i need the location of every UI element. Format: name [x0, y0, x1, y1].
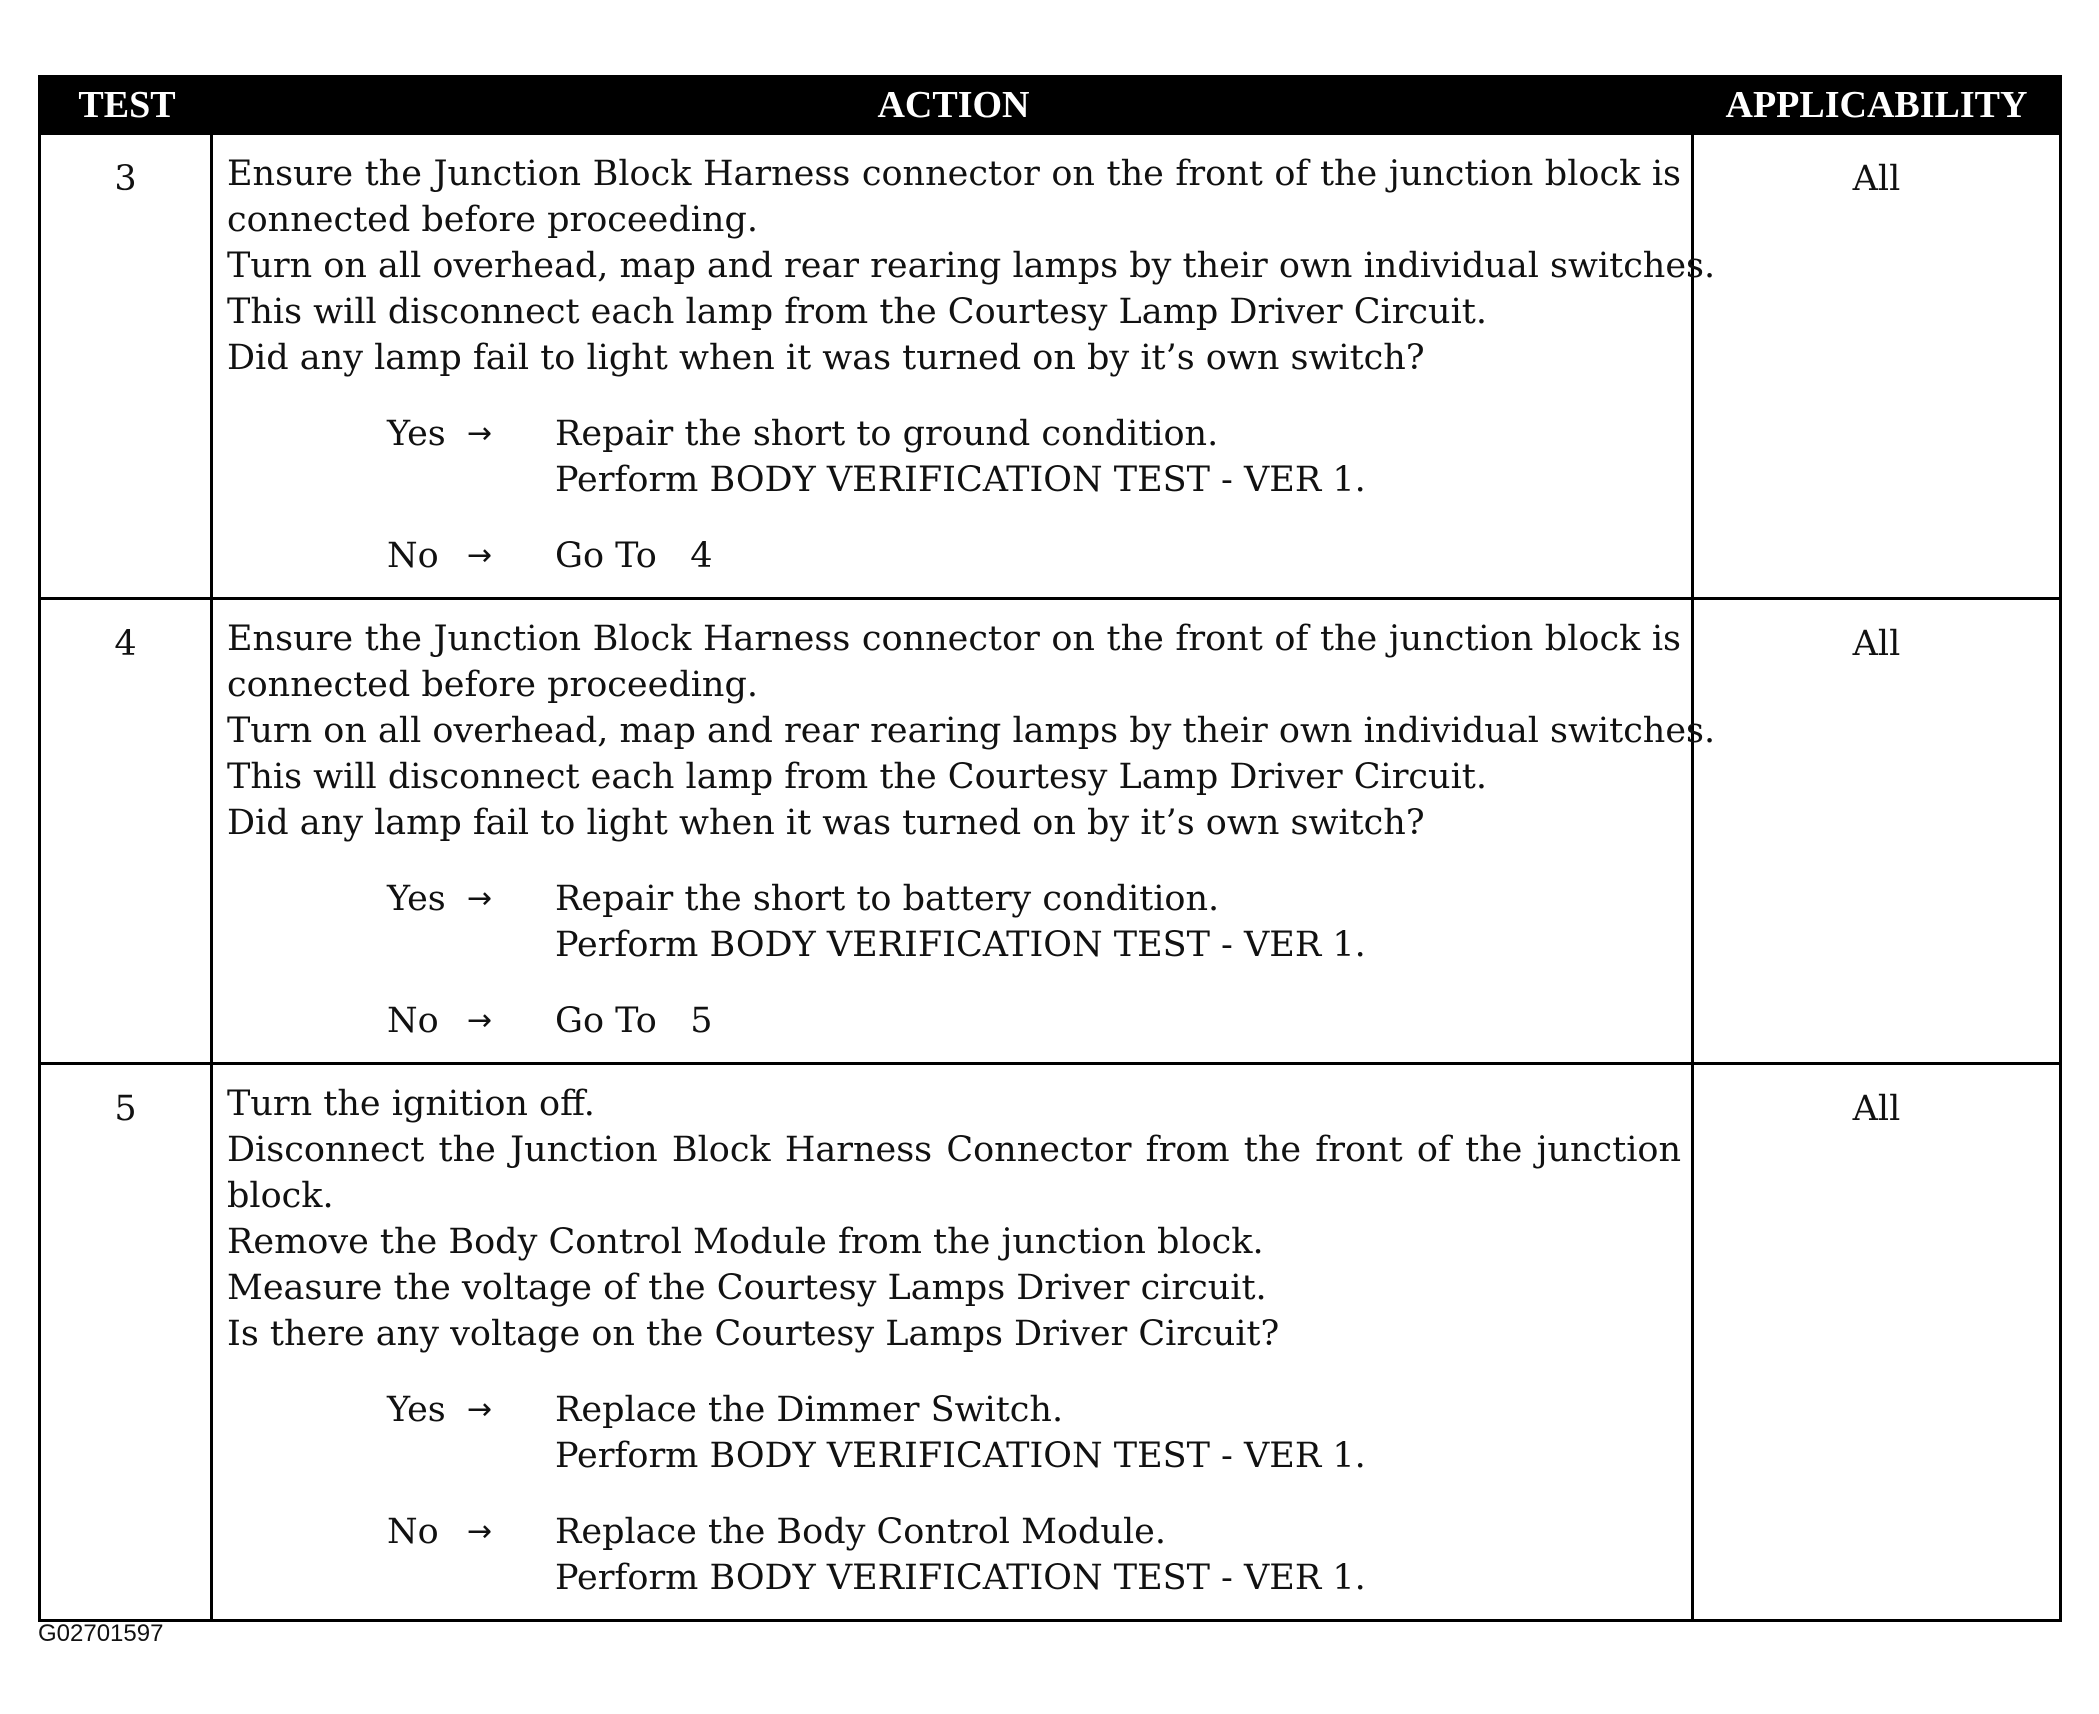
figure-id: G02701597 — [38, 1620, 164, 1647]
arrow-right-icon: → — [467, 538, 493, 573]
action-step: Ensure the Junction Block Harness connector on the front of the junction block is — [227, 154, 1681, 194]
arrow-right-icon: → — [467, 1392, 493, 1427]
action-cell — [213, 135, 1716, 597]
result-line: Replace the Dimmer Switch. — [555, 1390, 1064, 1430]
result-line: Go To 5 — [555, 1001, 713, 1041]
action-step: block. — [227, 1176, 334, 1216]
header-test: TEST — [78, 84, 176, 126]
result-line: Replace the Body Control Module. — [555, 1512, 1166, 1552]
action-step: connected before proceeding. — [227, 200, 758, 240]
action-step: Measure the voltage of the Courtesy Lamps Driver circuit. — [227, 1268, 1267, 1308]
outcome-result — [555, 876, 1681, 968]
result-line: Perform BODY VERIFICATION TEST - VER 1. — [555, 1436, 1366, 1476]
test-number: 5 — [41, 1065, 213, 1619]
answer-label: Yes — [387, 1390, 446, 1430]
outcome-yes — [387, 1387, 1681, 1479]
arrow-right-icon: → — [467, 1003, 493, 1038]
action-cell — [213, 1065, 1694, 1619]
action-step: Turn on all overhead, map and rear rearing lamps by their own individual switches. — [227, 246, 1716, 286]
table-row — [41, 1062, 2059, 1619]
result-line: Repair the short to ground condition. — [555, 414, 1219, 454]
applicability-value: All — [1852, 159, 1901, 199]
outcome-yes — [387, 411, 1681, 503]
answer-label: Yes — [387, 414, 446, 454]
answer-label: No — [387, 1512, 439, 1552]
action-step: This will disconnect each lamp from the Courtesy Lamp Driver Circuit. — [227, 292, 1487, 332]
diagnostic-test-table — [38, 75, 2062, 1622]
outcome-result — [555, 1509, 1681, 1601]
answer-label: No — [387, 536, 439, 576]
action-step: Did any lamp fail to light when it was turned on by it’s own switch? — [227, 338, 1425, 378]
action-step: Remove the Body Control Module from the junction block. — [227, 1222, 1264, 1262]
outcome-yes — [387, 876, 1681, 968]
action-step: Ensure the Junction Block Harness connector on the front of the junction block is — [227, 619, 1681, 659]
outcomes — [227, 876, 1681, 1044]
arrow-right-icon: → — [467, 1514, 493, 1549]
result-line: Go To 4 — [555, 536, 713, 576]
answer-label: Yes — [387, 879, 446, 919]
table-header — [41, 78, 2059, 132]
header-applicability: APPLICABILITY — [1725, 84, 2028, 126]
outcomes — [227, 1387, 1681, 1601]
outcome-no — [387, 533, 1681, 579]
applicability-value: All — [1852, 624, 1901, 664]
action-step: Turn the ignition off. — [227, 1084, 595, 1124]
answer-label: No — [387, 1001, 439, 1041]
action-step: Disconnect the Junction Block Harness Connector from the front of the junction — [227, 1130, 1681, 1170]
result-line: Perform BODY VERIFICATION TEST - VER 1. — [555, 1558, 1366, 1598]
header-action: ACTION — [877, 84, 1030, 126]
table-row — [41, 132, 2059, 597]
result-line: Repair the short to battery condition. — [555, 879, 1220, 919]
action-cell — [213, 600, 1716, 1062]
arrow-right-icon: → — [467, 881, 493, 916]
result-line: Perform BODY VERIFICATION TEST - VER 1. — [555, 460, 1366, 500]
outcome-result — [555, 411, 1681, 503]
applicability-value: All — [1852, 1089, 1901, 1129]
outcome-no — [387, 1509, 1681, 1601]
arrow-right-icon: → — [467, 416, 493, 451]
outcome-result — [555, 1387, 1681, 1479]
outcome-result — [555, 998, 1681, 1044]
test-number: 3 — [41, 135, 213, 597]
outcomes — [227, 411, 1681, 579]
action-step: This will disconnect each lamp from the Courtesy Lamp Driver Circuit. — [227, 757, 1487, 797]
table-row — [41, 597, 2059, 1062]
action-step: Did any lamp fail to light when it was turned on by it’s own switch? — [227, 803, 1425, 843]
outcome-no — [387, 998, 1681, 1044]
action-step: connected before proceeding. — [227, 665, 758, 705]
outcome-result — [555, 533, 1681, 579]
action-step: Is there any voltage on the Courtesy Lamps Driver Circuit? — [227, 1314, 1280, 1354]
test-number: 4 — [41, 600, 213, 1062]
action-step: Turn on all overhead, map and rear rearing lamps by their own individual switches. — [227, 711, 1716, 751]
result-line: Perform BODY VERIFICATION TEST - VER 1. — [555, 925, 1366, 965]
